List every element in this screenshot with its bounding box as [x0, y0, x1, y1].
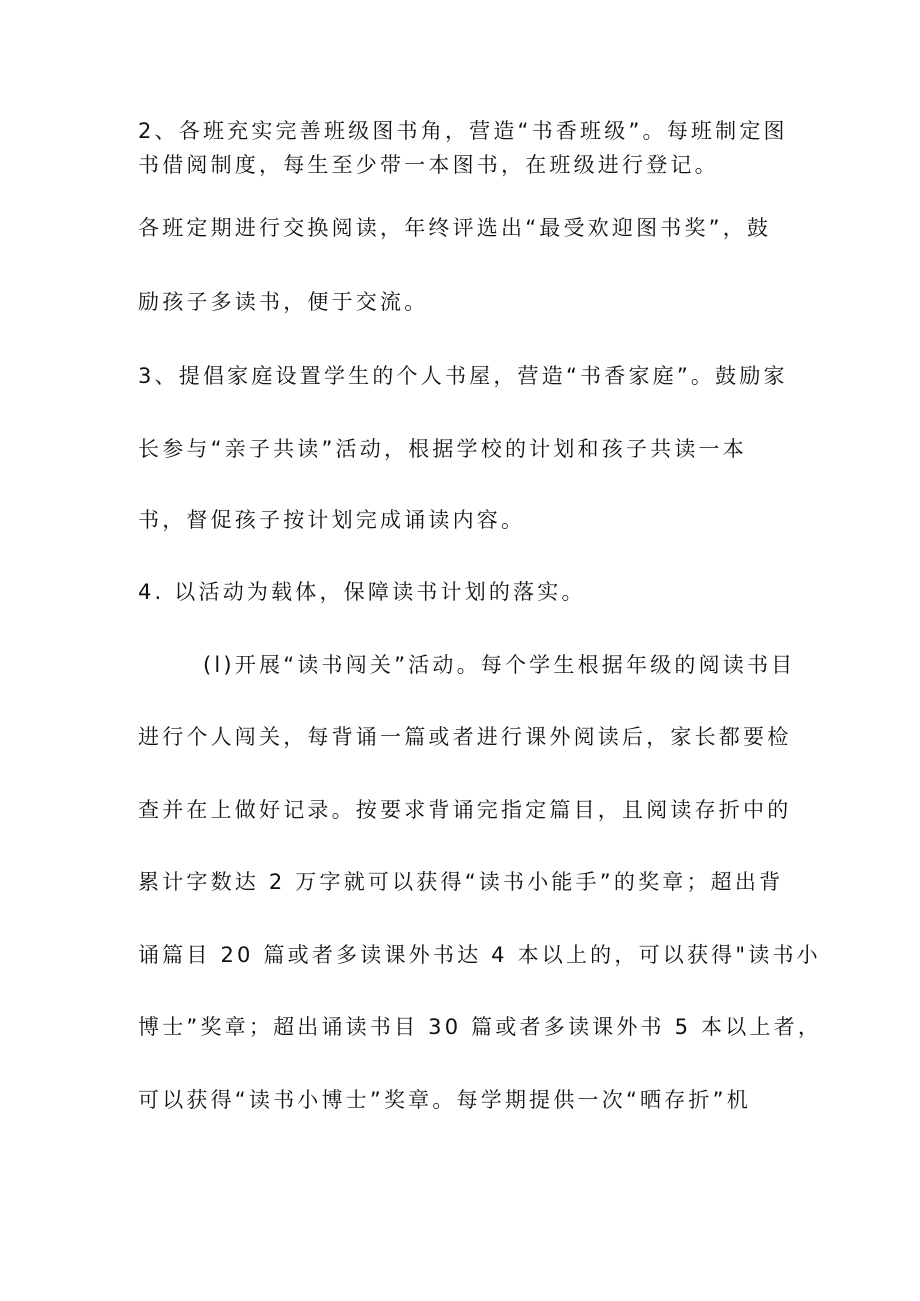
paragraph-4-1-line-7: 可以获得“读书小博士”奖章。每学期提供一次“晒存折”机 [138, 1088, 751, 1112]
paragraph-4-1-line-2: 进行个人闯关，每背诵一篇或者进行课外阅读后，家长都要检 [138, 725, 792, 749]
paragraph-4-1-line-3: 查并在上做好记录。按要求背诵完指定篇目，且阅读存折中的 [138, 798, 792, 822]
paragraph-2-line-3: 各班定期进行交换阅读，年终评选出“最受欢迎图书奖”，鼓 [138, 216, 772, 240]
paragraph-4-1-line-5: 诵篇目 20 篇或者多读课外书达 4 本以上的，可以获得"读书小 [138, 943, 821, 967]
paragraph-4-1-line-6: 博士”奖章；超出诵读书目 30 篇或者多读课外书 5 本以上者， [138, 1015, 823, 1039]
paragraph-4-1-line-1: (l)开展“读书闯关”活动。每个学生根据年级的阅读书目 [203, 653, 796, 677]
paragraph-4-heading: 4. 以活动为载体，保障读书计划的落实。 [138, 580, 586, 604]
paragraph-3-line-2: 长参与“亲子共读”活动，根据学校的计划和孩子共读一本 [138, 437, 747, 461]
paragraph-3-line-3: 书，督促孩子按计划完成诵读内容。 [138, 508, 526, 532]
paragraph-2-line-1: 2、各班充实完善班级图书角，营造“书香班级”。每班制定图 [138, 119, 788, 143]
paragraph-2-line-2: 书借阅制度，每生至少带一本图书，在班级进行登记。 [138, 153, 719, 177]
paragraph-3-line-1: 3、提倡家庭设置学生的个人书屋，营造“书香家庭”。鼓励家 [138, 364, 788, 388]
paragraph-2-line-4: 励孩子多读书，便于交流。 [138, 290, 429, 314]
paragraph-4-1-line-4: 累计字数达 2 万字就可以获得“读书小能手”的奖章；超出背 [138, 870, 784, 894]
